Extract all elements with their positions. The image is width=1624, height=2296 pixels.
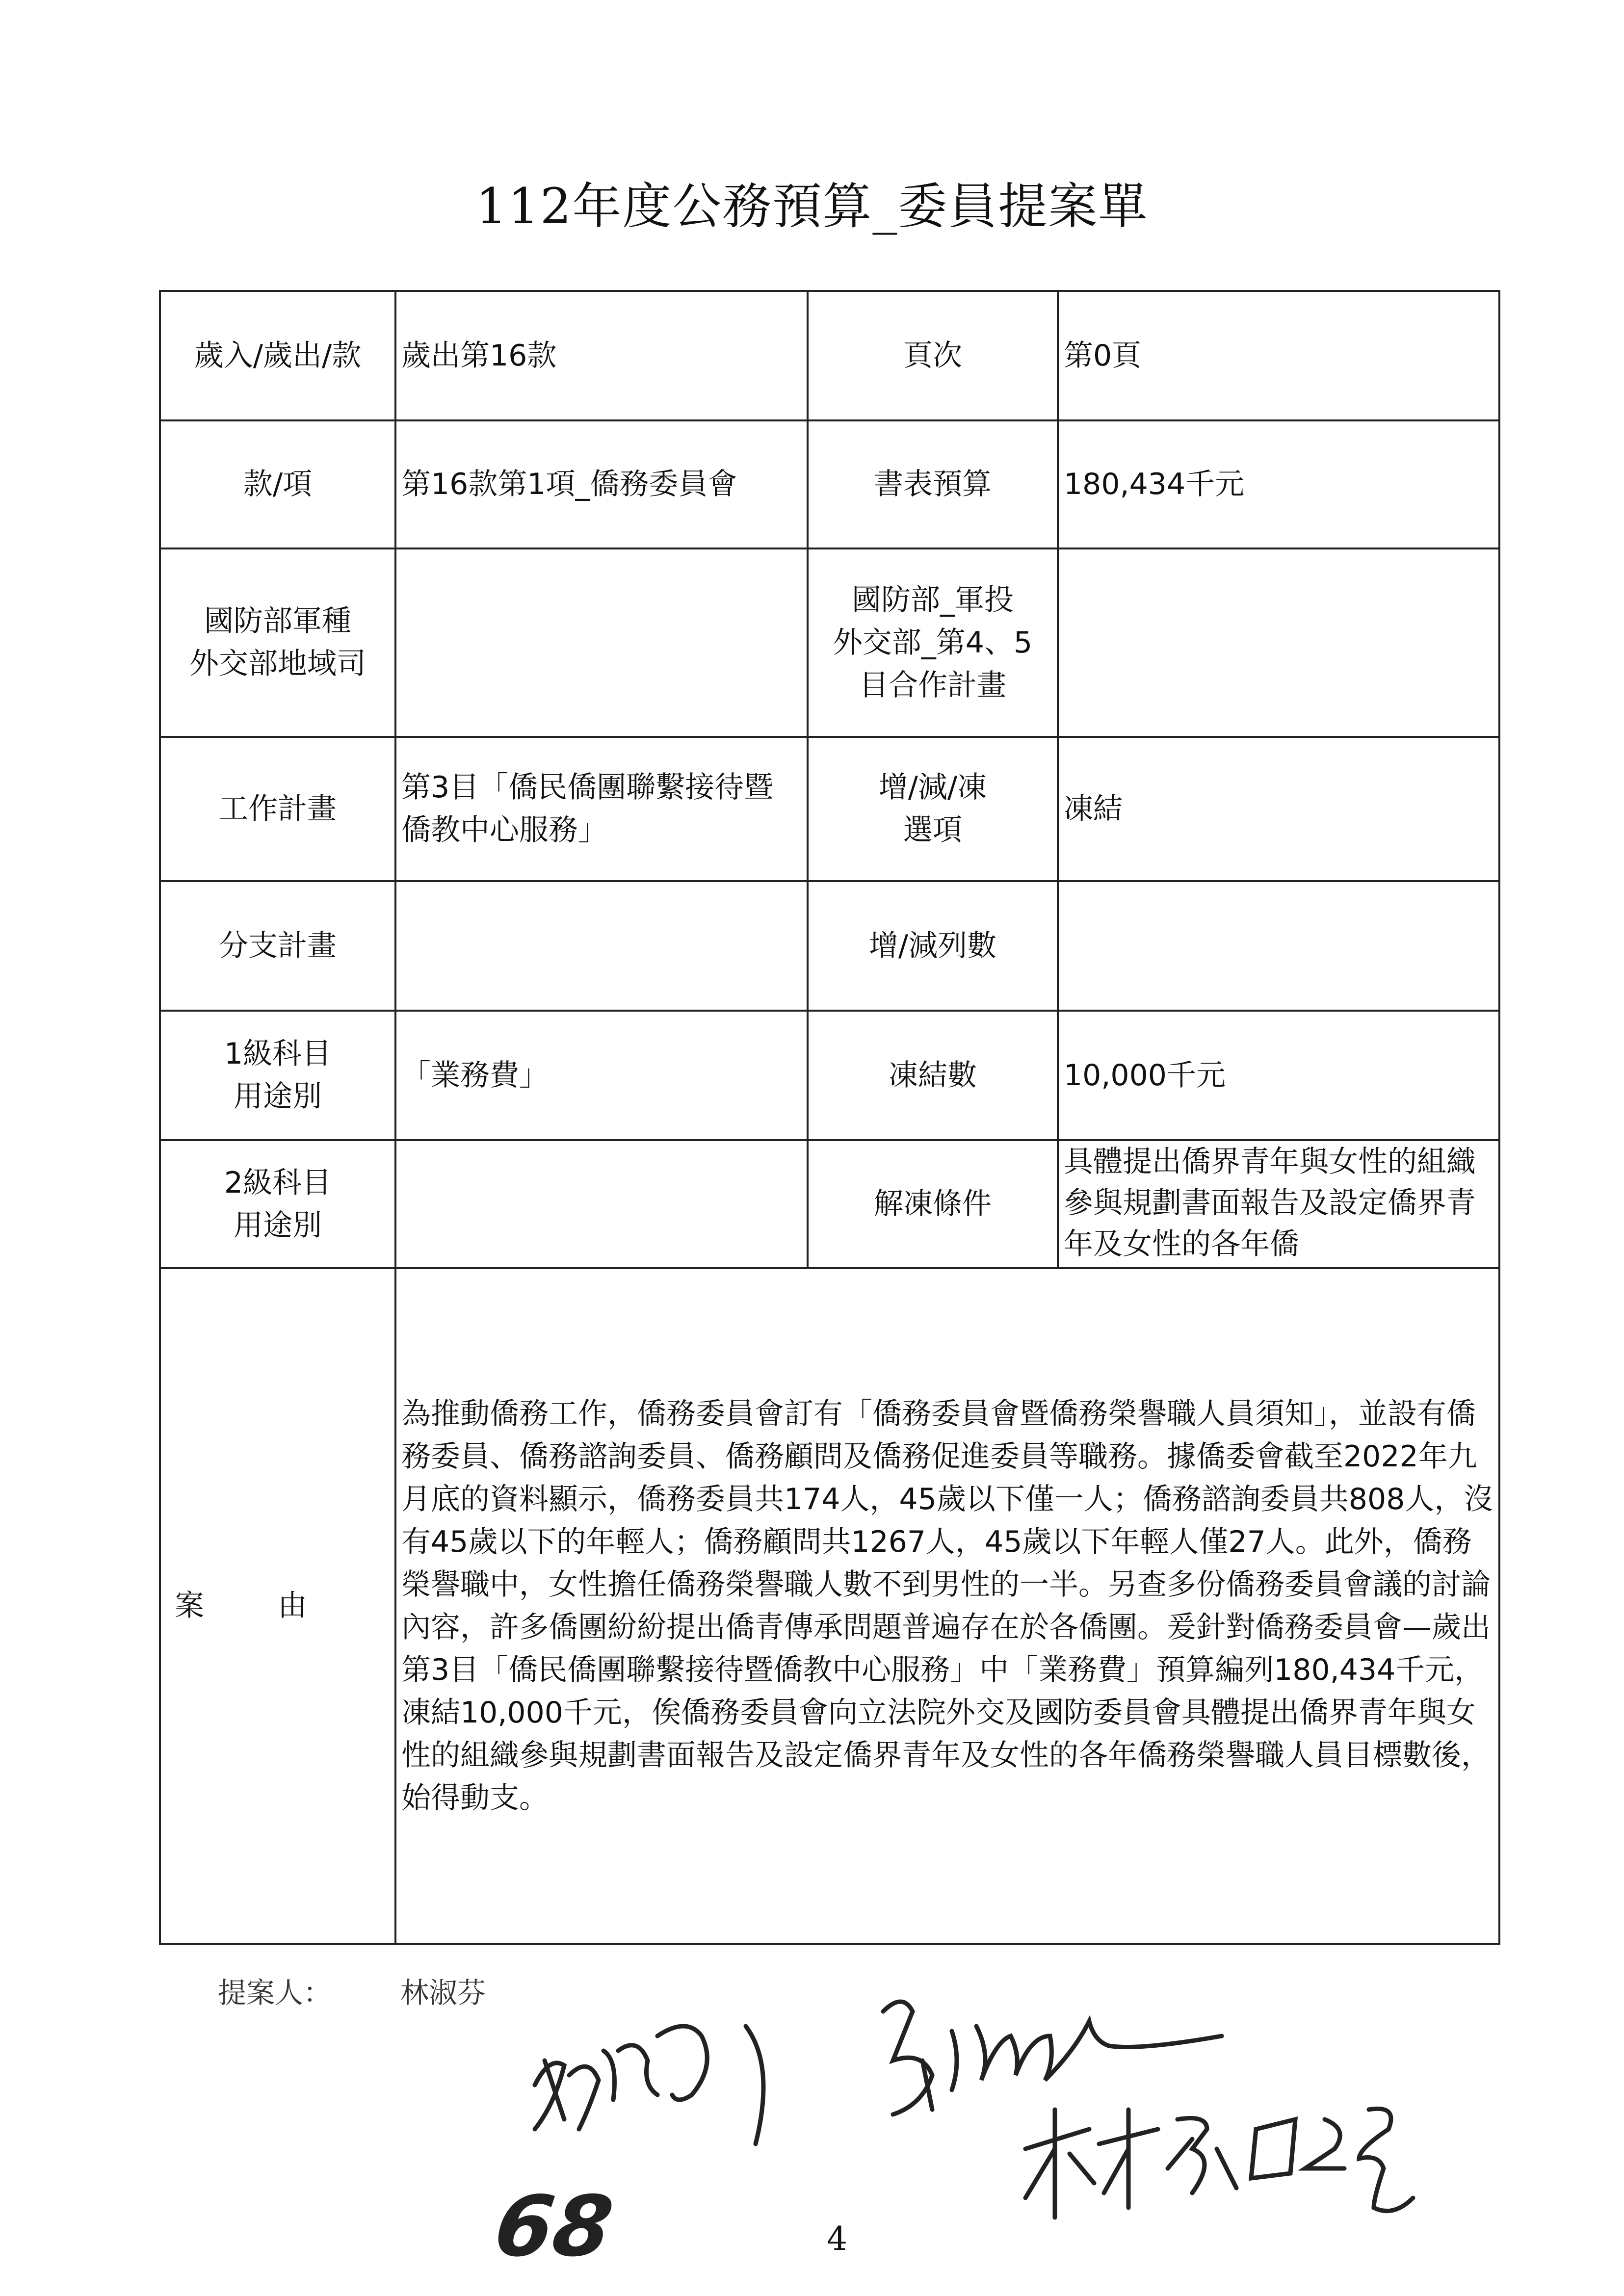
proposer-name: 林淑芬 bbox=[400, 1976, 486, 2009]
field-label: 書表預算 bbox=[808, 420, 1058, 548]
field-label: 分支計畫 bbox=[160, 881, 395, 1011]
field-value: 歲出第16款 bbox=[395, 291, 808, 420]
field-label: 頁次 bbox=[808, 291, 1058, 420]
field-value: 凍結 bbox=[1058, 737, 1499, 881]
field-label: 國防部軍種 外交部地域司 bbox=[160, 548, 395, 737]
field-label: 國防部_軍投 外交部_第4、5 目合作計畫 bbox=[808, 548, 1058, 737]
handwritten-number: 68 bbox=[489, 2178, 619, 2275]
document-title: 112年度公務預算_委員提案單 bbox=[475, 178, 1149, 235]
field-value: 「業務費」 bbox=[395, 1011, 808, 1140]
case-text: 為推動僑務工作，僑務委員會訂有「僑務委員會暨僑務榮譽職人員須知」，並設有僑務委員、僑務諮詢委員、僑務顧問及僑務促進委員等職務。據僑委會截至2022年九月底的資料顯示，僑務委員共174人，45歲以下僅一人；僑務諮詢委員共808人，沒有45歲以下的年輕人；僑務顧問共1267人，45歲以下年輕人僅27人。此外，僑務榮譽職中，女性擔任僑務榮譽職人數不到男性的一半。另查多份僑務委員會議的討論內容，許多僑團紛紛提出僑青傳承問題普遍存在於各僑團。爰針對僑務委員會—歲出第3目「僑民僑團聯繫接待暨僑教中心服務」中「業務費」預算編列180,434千元，凍結10,000千元，俟僑務委員會向立法院外交及國防委員會具體提出僑界青年與女性的組織參與規劃書面報告及設定僑界青年及女性的各年僑務榮譽職人員目標數後，始得動支。 bbox=[395, 1268, 1499, 1944]
field-value: 10,000千元 bbox=[1058, 1011, 1499, 1140]
field-label: 工作計畫 bbox=[160, 737, 395, 881]
field-value: 具體提出僑界青年與女性的組織參與規劃書面報告及設定僑界青年及女性的各年僑 bbox=[1058, 1140, 1499, 1268]
field-label: 2級科目 用途別 bbox=[160, 1140, 395, 1268]
field-value: 180,434千元 bbox=[1058, 420, 1499, 548]
proposer-label: 提案人： bbox=[218, 1976, 332, 2009]
page-number: 4 bbox=[827, 2220, 847, 2258]
field-value: 第0頁 bbox=[1058, 291, 1499, 420]
signature-1 bbox=[535, 2026, 763, 2144]
field-label: 凍結數 bbox=[808, 1011, 1058, 1140]
field-label: 解凍條件 bbox=[808, 1140, 1058, 1268]
field-value: 第16款第1項_僑務委員會 bbox=[395, 420, 808, 548]
field-label: 歲入/歲出/款 bbox=[160, 291, 395, 420]
signature-2 bbox=[883, 2002, 1222, 2114]
field-label: 增/減/凍 選項 bbox=[808, 737, 1058, 881]
field-label: 1級科目 用途別 bbox=[160, 1011, 395, 1140]
signature-3 bbox=[1025, 2109, 1413, 2218]
case-label: 案由 bbox=[160, 1268, 395, 1944]
field-label: 款/項 bbox=[160, 420, 395, 548]
field-value: 第3目「僑民僑團聯繫接待暨僑教中心服務」 bbox=[395, 737, 808, 881]
field-label: 增/減列數 bbox=[808, 881, 1058, 1011]
